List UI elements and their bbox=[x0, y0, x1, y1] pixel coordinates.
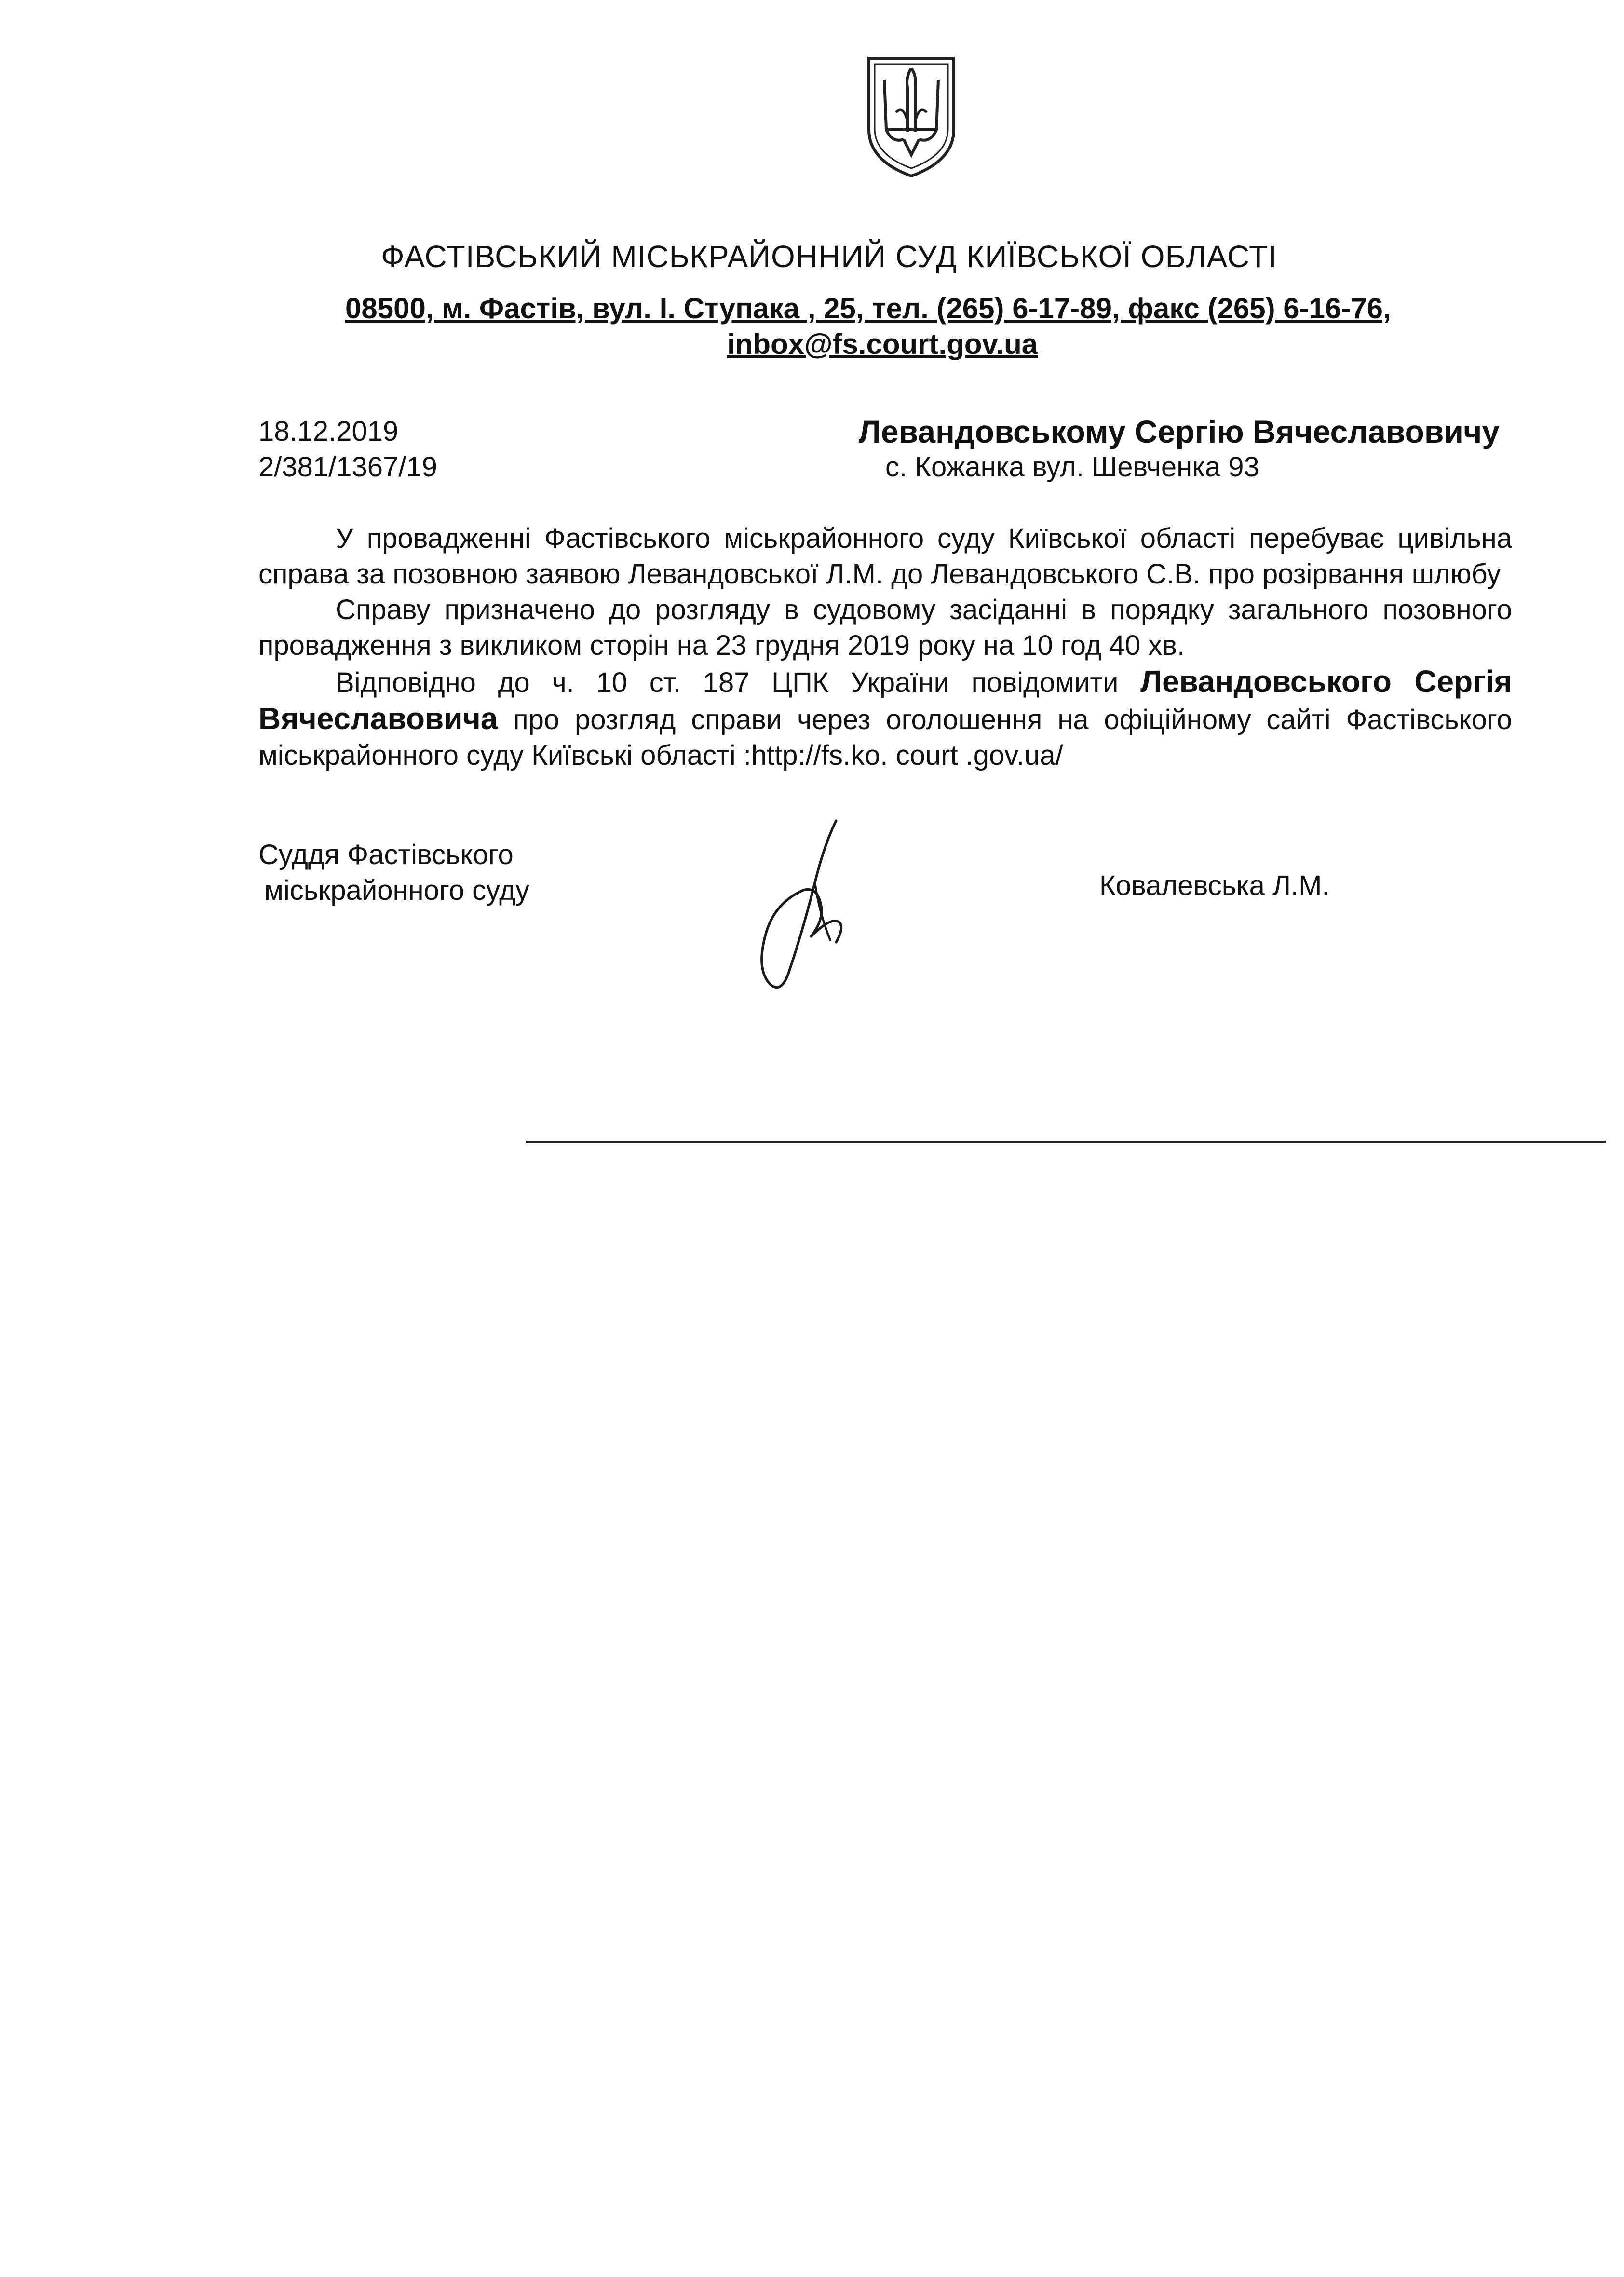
notice-text-start: Відповідно до ч. 10 ст. 187 ЦПК України повідомити bbox=[336, 667, 1119, 698]
body-paragraph-notice bbox=[258, 664, 1512, 773]
judge-title-line-1: Суддя Фастівського bbox=[258, 839, 514, 870]
judge-title-line-2: міськрайонного суду bbox=[264, 875, 530, 906]
judge-title bbox=[258, 837, 529, 908]
recipient-address: с. Кожанка вул. Шевченка 93 bbox=[885, 451, 1259, 483]
trident-coat-of-arms-icon bbox=[863, 54, 960, 180]
court-email: inbox@fs.court.gov.ua bbox=[727, 328, 1038, 360]
bottom-divider-line bbox=[526, 1141, 1606, 1143]
notice-text-end: про розгляд справи через оголошення на офіційному сайті Фастівського міськрайонного суду Київські області :http://fs.ko. court .gov.ua/ bbox=[258, 704, 1512, 771]
judge-signature bbox=[747, 815, 873, 998]
body-paragraph-hearing: Справу призначено до розгляду в судовому засіданні в порядку загального позовного провадження з викликом сторін на 23 грудня 2019 року на 10 год 40 хв. bbox=[258, 594, 1512, 661]
letter-date: 18.12.2019 bbox=[258, 416, 399, 447]
notice-defendant-name: Левандовського Сергія Вячеславовича bbox=[258, 664, 1512, 736]
letter-body bbox=[258, 521, 1512, 773]
case-reference-number: 2/381/1367/19 bbox=[258, 451, 437, 483]
recipient-name: Левандовському Сергію Вячеславовичу bbox=[858, 414, 1500, 449]
court-address-line: 08500, м. Фастів, вул. І. Ступака , 25, тел. (265) 6-17-89, факс (265) 6-16-76, bbox=[345, 292, 1391, 325]
judge-name: Ковалевська Л.М. bbox=[1099, 870, 1330, 901]
body-paragraph-case: У провадженні Фастівського міськрайонного суду Київської області перебуває цивільна справа за позовною заявою Левандовської Л.М. до Левандовського С.В. про розірвання шлюбу bbox=[258, 523, 1512, 590]
court-name-heading: ФАСТІВСЬКИЙ МІСЬКРАЙОННИЙ СУД КИЇВСЬКОЇ ОБЛАСТІ bbox=[381, 239, 1277, 274]
